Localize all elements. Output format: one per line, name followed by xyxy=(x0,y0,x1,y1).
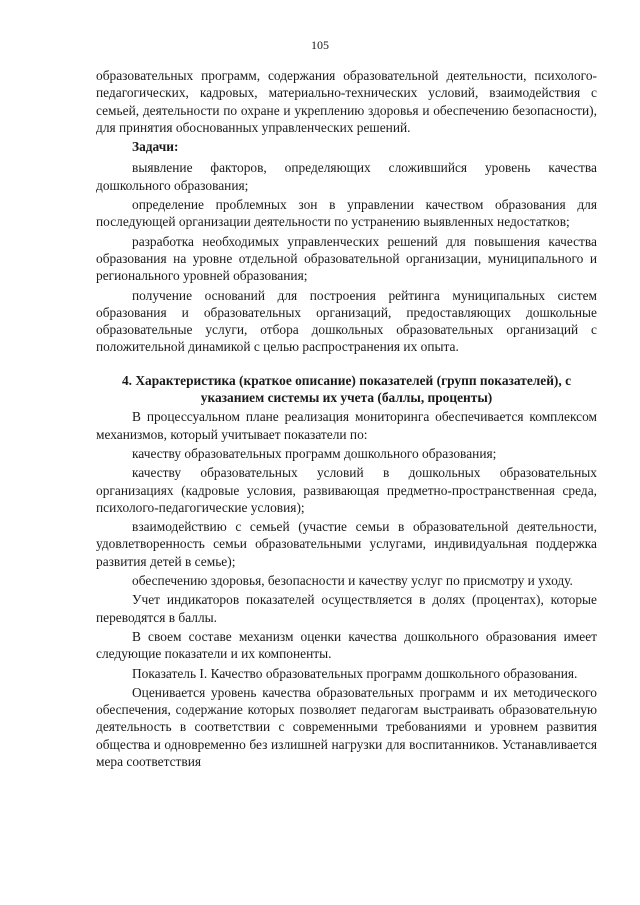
list-item: взаимодействию с семьей (участие семьи в образовательной деятельности, удовлетворенность семьи образовательными услугами, индивидуальная поддержка развития детей в семье); xyxy=(96,519,597,569)
list-item: качеству образовательных условий в дошкольных образовательных организациях (кадровые условия, развивающая предметно-пространственная среда, психолого-педагогические условия); xyxy=(96,465,597,515)
task-item: разработка необходимых управленческих решений для повышения качества образования на уровне отдельной образовательной организации, муниципального и регионального уровней образования; xyxy=(96,233,597,284)
paragraph: Оценивается уровень качества образовательных программ и их методического обеспечения, содержание которых позволяет педагогам выстраивать образовательную деятельность в соответствии с современными требованиями и уровнем развития общества и одновременно без излишней нагрузки для воспитанников. Устанавливается мера соответствия xyxy=(96,684,597,769)
paragraph: Учет индикаторов показателей осуществляется в долях (процентах), которые переводятся в баллы. xyxy=(96,592,597,625)
page-body xyxy=(96,67,597,772)
paragraph: В процессуальном плане реализация мониторинга обеспечивается комплексом механизмов, который учитывает показатели по: xyxy=(96,409,597,442)
tasks-heading: Задачи: xyxy=(132,139,179,155)
list-item: обеспечению здоровья, безопасности и качеству услуг по присмотру и уходу. xyxy=(132,573,573,589)
list-item: качеству образовательных программ дошкольного образования; xyxy=(132,445,497,461)
paragraph: В своем составе механизм оценки качества дошкольного образования имеет следующие показатели и их компоненты. xyxy=(96,628,597,662)
section-heading: 4. Характеристика (краткое описание) показателей (групп показателей), с указанием системы их учета (баллы, проценты) xyxy=(121,372,572,406)
task-item: определение проблемных зон в управлении качеством образования для последующей организации деятельности по устранению выявленных недостатков; xyxy=(96,197,597,230)
paragraph: образовательных программ, содержания образовательной деятельности, психолого-педагогических, кадровых, материально-технических условий, взаимодействия с семьей, деятельности по охране и укреплению здоровья и обеспечению безопасности), для принятия обоснованных управленческих решений. xyxy=(96,68,597,135)
task-item: выявление факторов, определяющих сложившийся уровень качества дошкольного образования; xyxy=(96,160,597,193)
task-item: получение оснований для построения рейтинга муниципальных систем образования и образовательных организаций, предоставляющих дошкольные образовательные услуги, отбора дошкольных образовательных организаций с положительной динамикой с целью распространения их опыта. xyxy=(96,287,597,355)
page-number: 105 xyxy=(311,38,329,52)
paragraph: Показатель I. Качество образовательных программ дошкольного образования. xyxy=(132,665,578,681)
